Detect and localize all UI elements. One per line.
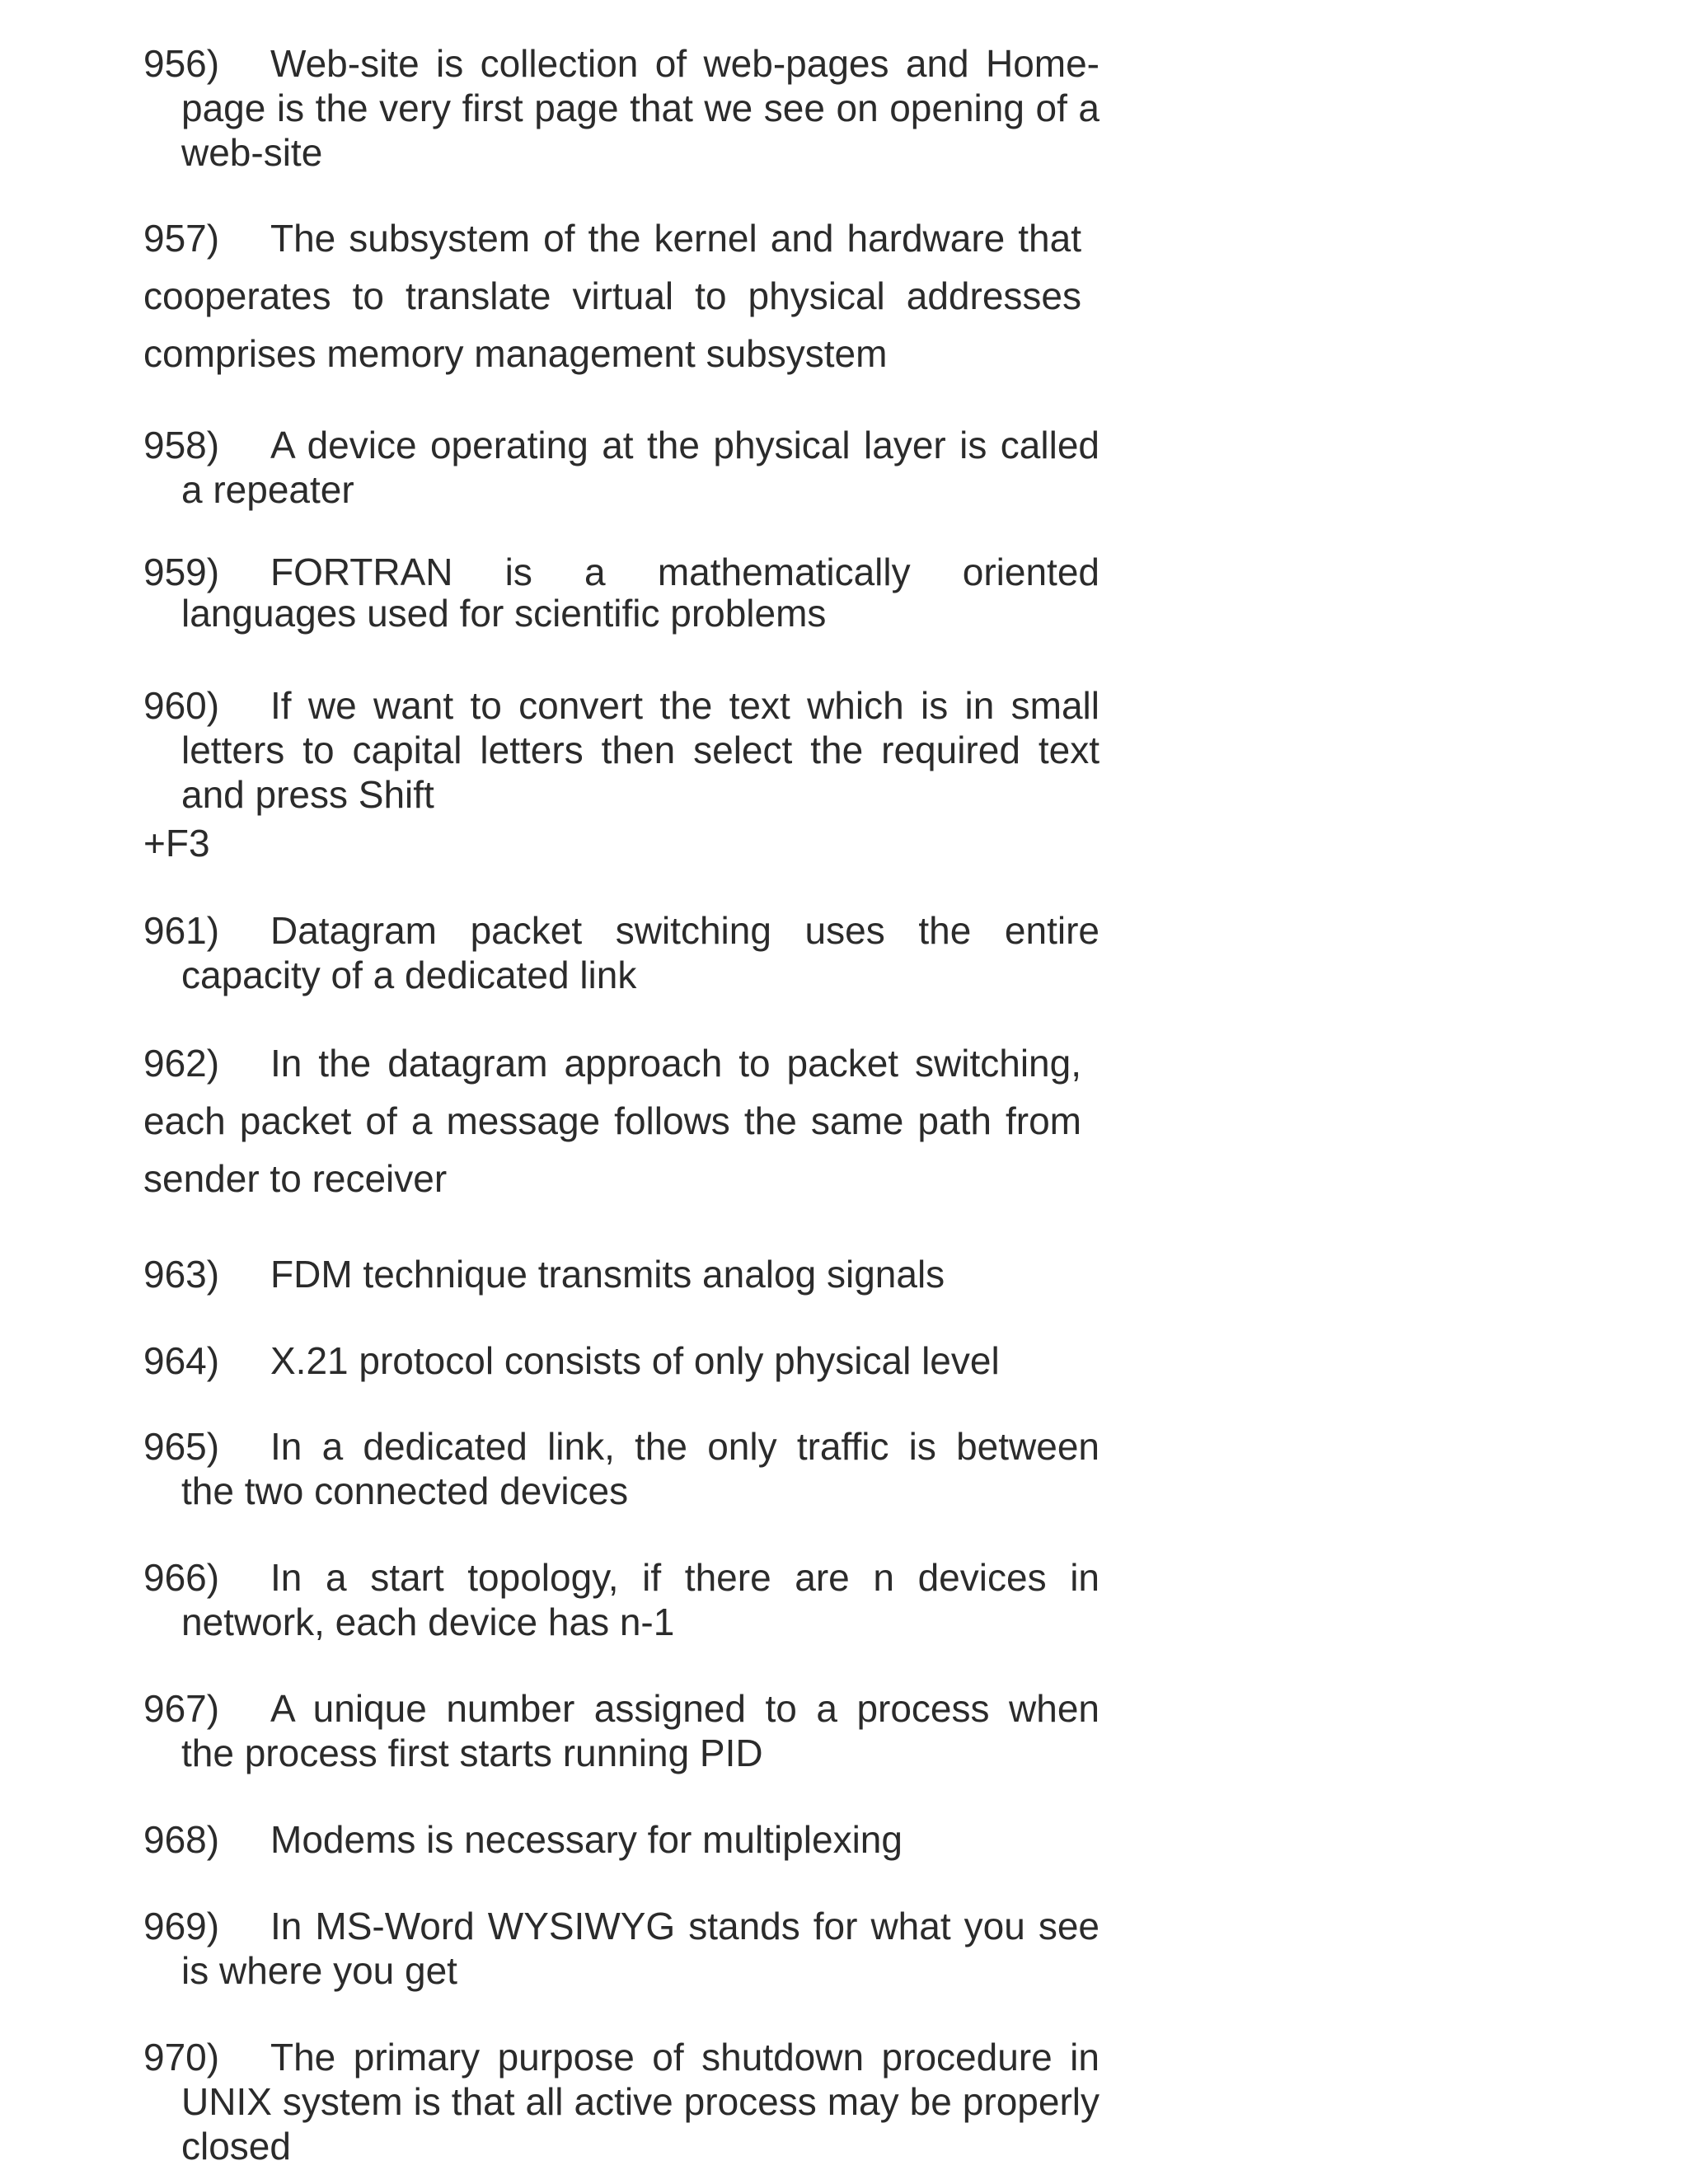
item-text-line1: In the datagram approach to packet switching, <box>270 1042 1081 1085</box>
item-number: 957) <box>143 217 220 260</box>
list-item-967 <box>143 1686 1100 1775</box>
item-text-rest: a repeater <box>181 468 354 511</box>
item-text-line1: In MS-Word WYSIWYG stands for what you see <box>270 1905 1100 1947</box>
item-text-rest: letters to capital letters then select the required text and press Shift <box>181 729 1100 816</box>
item-text-line1: X.21 protocol consists of only physical level <box>270 1339 1000 1382</box>
item-text-rest: each packet of a message follows the same path from sender to receiver <box>143 1099 1081 1200</box>
item-number: 964) <box>143 1339 220 1382</box>
item-text-line1: Datagram packet switching uses the entire <box>270 909 1100 952</box>
list-item-959 <box>143 550 1100 635</box>
item-tail-text: +F3 <box>143 822 210 865</box>
item-text-rest: network, each device has n-1 <box>181 1601 675 1643</box>
item-text-rest: page is the very first page that we see on opening of a web-site <box>181 87 1100 174</box>
list-item-961 <box>143 908 1100 997</box>
item-text-line1: The primary purpose of shutdown procedure in <box>270 2036 1100 2079</box>
list-item-958 <box>143 423 1100 512</box>
item-text-line1: If we want to convert the text which is in small <box>270 684 1100 727</box>
list-item-956 <box>143 41 1100 175</box>
item-number: 970) <box>143 2036 220 2079</box>
list-item-962 <box>143 1034 1081 1207</box>
item-number: 968) <box>143 1818 220 1861</box>
item-number: 961) <box>143 909 220 952</box>
item-number: 966) <box>143 1556 220 1599</box>
item-number: 962) <box>143 1042 220 1085</box>
item-text-line1: In a start topology, if there are n devices in <box>270 1556 1100 1599</box>
item-text-rest: is where you get <box>181 1949 457 1992</box>
item-text-rest: cooperates to translate virtual to physical addresses comprises memory management subsystem <box>143 274 1081 375</box>
item-text-rest: the process first starts running PID <box>181 1732 763 1774</box>
item-number: 958) <box>143 424 220 466</box>
item-text-line1: Web-site is collection of web-pages and Home- <box>270 42 1100 85</box>
item-text-rest: UNIX system is that all active process may be properly closed <box>181 2080 1100 2168</box>
item-text-line1: A device operating at the physical layer is called <box>270 424 1100 466</box>
list-item-964 <box>143 1338 1100 1383</box>
item-text-line1: In a dedicated link, the only traffic is between <box>270 1425 1100 1468</box>
item-number: 960) <box>143 684 220 727</box>
item-number: 969) <box>143 1905 220 1947</box>
list-item-970 <box>143 2035 1100 2168</box>
list-item-966 <box>143 1555 1100 1644</box>
item-text-rest: capacity of a dedicated link <box>181 954 637 996</box>
item-text-rest: languages used for scientific problems <box>181 592 827 635</box>
item-number: 965) <box>143 1425 220 1468</box>
item-number: 959) <box>143 551 220 593</box>
list-item-969 <box>143 1904 1100 1993</box>
list-item-963 <box>143 1252 1100 1296</box>
item-number: 956) <box>143 42 220 85</box>
item-text-line1: A unique number assigned to a process when <box>270 1687 1100 1730</box>
item-text-rest: the two connected devices <box>181 1469 629 1512</box>
item-text-line1: FORTRAN is a mathematically oriented <box>270 551 1100 593</box>
list-item-960 <box>143 683 1100 817</box>
list-item-965 <box>143 1424 1100 1513</box>
item-text-line1: The subsystem of the kernel and hardware that <box>270 217 1081 260</box>
item-number: 967) <box>143 1687 220 1730</box>
list-item-957 <box>143 209 1081 382</box>
item-text-line1: Modems is necessary for multiplexing <box>270 1818 903 1861</box>
list-item-968 <box>143 1817 1100 1862</box>
item-number: 963) <box>143 1253 220 1296</box>
item-text-line1: FDM technique transmits analog signals <box>270 1253 945 1296</box>
